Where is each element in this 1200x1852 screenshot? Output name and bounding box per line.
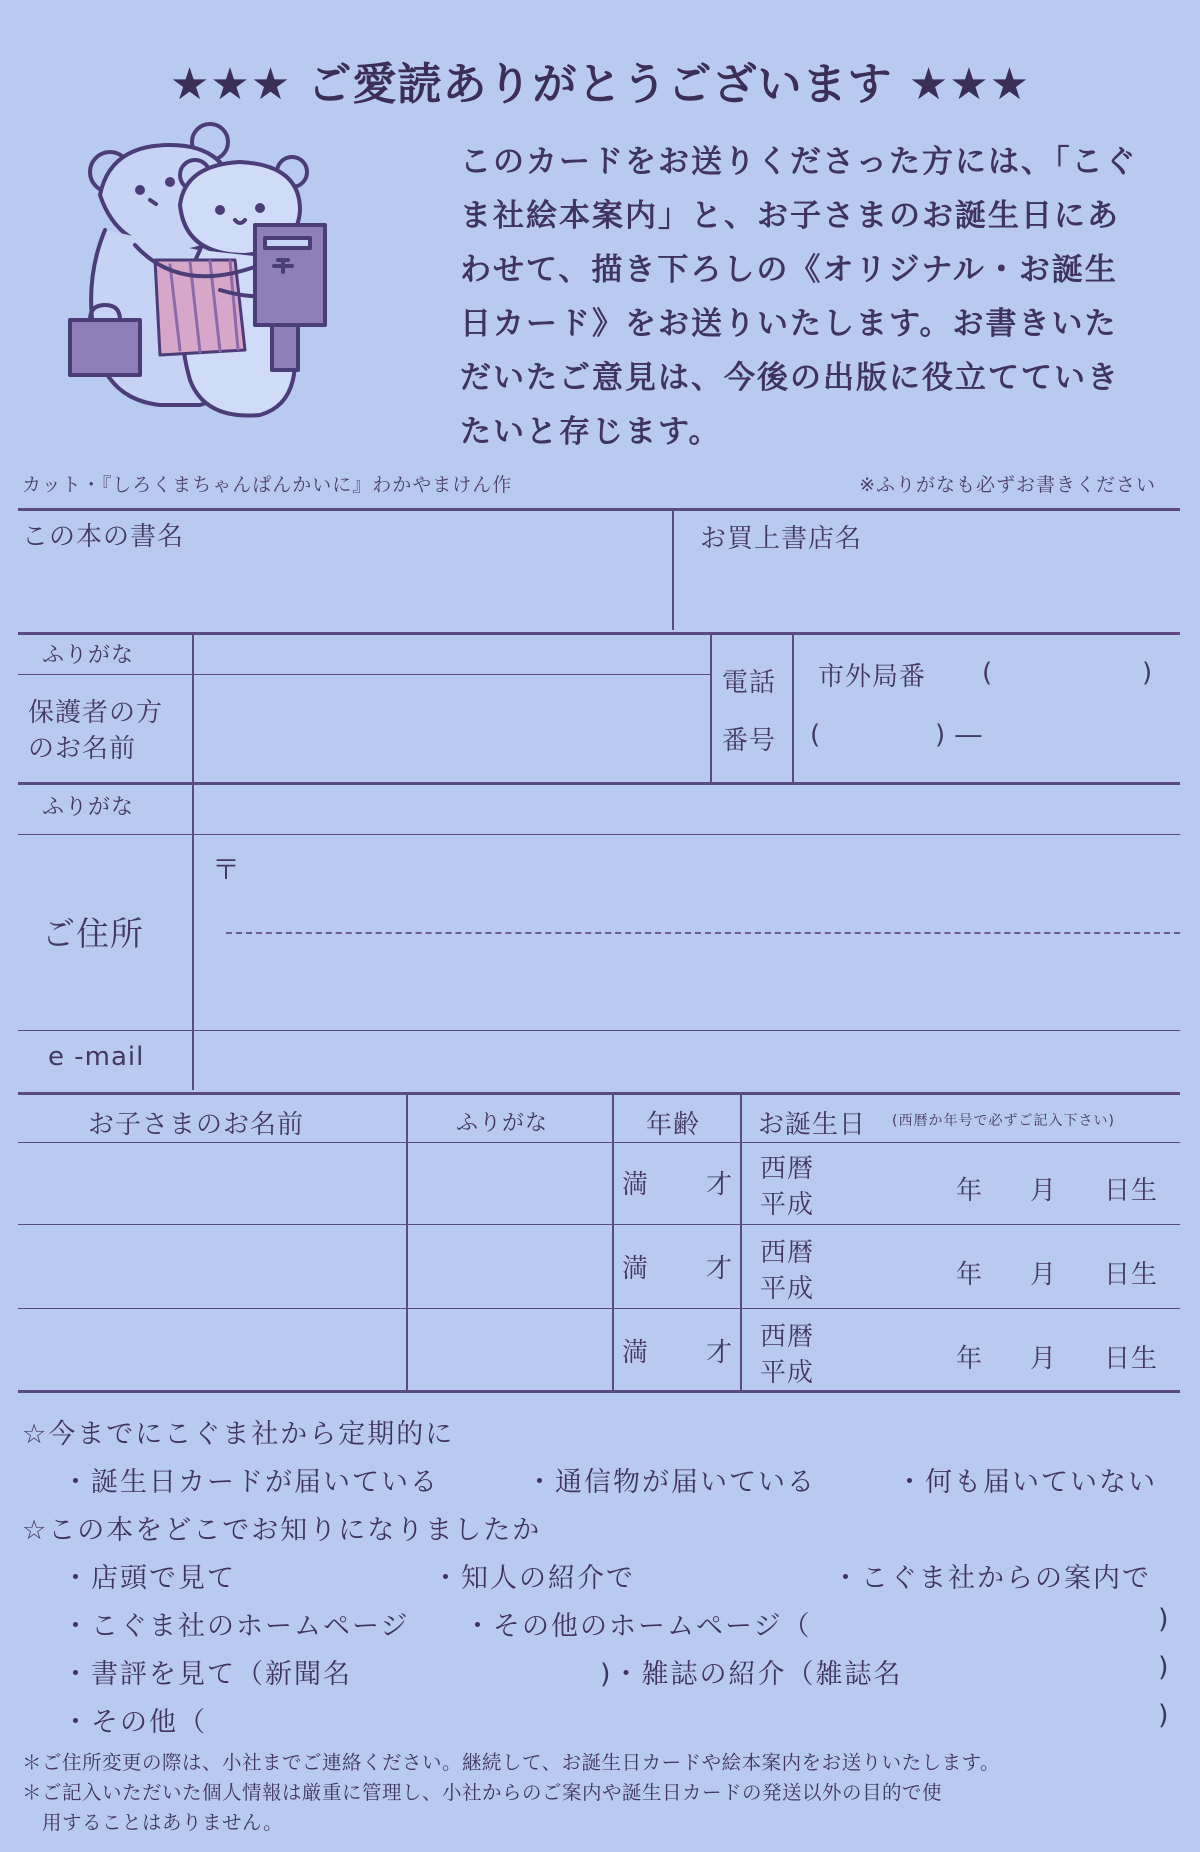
age-suffix: 才 <box>706 1338 734 1368</box>
intro-line-1: このカードをお送りくださった方には、「こぐ <box>460 144 1138 180</box>
divider <box>740 1094 742 1392</box>
rule-thin <box>18 1142 1180 1143</box>
divider <box>792 634 794 782</box>
area-code-field[interactable] <box>1000 652 1140 696</box>
divider <box>192 784 194 1090</box>
day-label: 日生 <box>1104 1176 1159 1206</box>
intro-line-2: ま社絵本案内」と、お子さまのお誕生日にあ <box>460 198 1120 234</box>
month-label: 月 <box>1030 1344 1058 1374</box>
age-prefix: 満 <box>622 1254 650 1284</box>
rule-thin <box>18 1308 1180 1309</box>
divider <box>406 1094 408 1392</box>
store-name-field[interactable] <box>676 550 1176 625</box>
phone-label-2: 番号 <box>722 726 777 756</box>
guardian-furigana-field[interactable] <box>196 636 706 672</box>
divider <box>192 634 194 782</box>
month-label: 月 <box>1030 1260 1058 1290</box>
q2-option-other-homepage[interactable]: ・その他のホームページ（ <box>464 1611 812 1642</box>
book-title-field[interactable] <box>20 550 670 625</box>
q2-option-homepage[interactable]: ・こぐま社のホームページ <box>62 1611 410 1642</box>
age-suffix: 才 <box>706 1254 734 1284</box>
child-furigana-field[interactable] <box>410 1146 610 1222</box>
footnote-privacy: ＊ご記入いただいた個人情報は厳重に管理し、小社からのご案内や誕生日カードの発送以外の目的で使 <box>22 1781 943 1804</box>
birthday-header: お誕生日 <box>758 1110 867 1140</box>
era-heisei: 平成 <box>760 1190 815 1220</box>
divider <box>612 1094 614 1392</box>
phone-dash: ) ― <box>935 720 983 750</box>
rule-thin <box>18 1224 1180 1225</box>
guardian-name-label-2: のお名前 <box>28 734 137 764</box>
intro-line-5: だいたご意見は、今後の出版に役立てていき <box>460 360 1120 396</box>
age-header: 年齢 <box>646 1110 701 1140</box>
q2-option-kogumasha-info[interactable]: ・こぐま社からの案内で <box>832 1563 1151 1594</box>
age-prefix: 満 <box>622 1170 650 1200</box>
phone-label: 電話 <box>722 668 777 698</box>
age-suffix: 才 <box>706 1170 734 1200</box>
q2-option-magazine[interactable]: )・雑誌の紹介（雑誌名 <box>600 1659 903 1690</box>
day-label: 日生 <box>1104 1260 1159 1290</box>
rule <box>18 508 1180 511</box>
survey-question-1: ☆今までにこぐま社から定期的に <box>22 1419 455 1450</box>
divider <box>672 510 674 630</box>
intro-text <box>460 135 1175 459</box>
q2-option-other[interactable]: ・その他（ <box>62 1707 207 1738</box>
address-furigana-field[interactable] <box>196 786 1176 832</box>
month-label: 月 <box>1030 1176 1058 1206</box>
child-furigana-field[interactable] <box>410 1228 610 1304</box>
q1-option-newsletter[interactable]: ・通信物が届いている <box>526 1467 816 1498</box>
q1-option-nothing[interactable]: ・何も届いていない <box>896 1467 1157 1498</box>
footnote-privacy-cont: 用することはありません。 <box>22 1811 284 1834</box>
era-seireki: 西暦 <box>760 1238 815 1268</box>
era-heisei: 平成 <box>760 1274 815 1304</box>
furigana-label: ふりがな <box>42 795 135 820</box>
q2-option-store[interactable]: ・店頭で見て <box>62 1563 236 1594</box>
child-furigana-header: ふりがな <box>456 1111 549 1136</box>
address-label: ご住所 <box>42 914 144 953</box>
intro-line-6: たいと存じます。 <box>460 414 722 450</box>
paren-close: ) <box>1158 1700 1171 1731</box>
year-label: 年 <box>956 1176 984 1206</box>
paren-close: ) <box>1142 658 1154 688</box>
year-label: 年 <box>956 1260 984 1290</box>
guardian-name-label: 保護者の方 <box>28 698 164 728</box>
paren-close: ) <box>1158 1604 1171 1635</box>
q2-option-review[interactable]: ・書評を見て（新聞名 <box>62 1659 352 1690</box>
address-field[interactable] <box>196 838 1176 1028</box>
paren-open: ( <box>982 658 994 688</box>
rule-thin <box>18 674 710 675</box>
paren-open: ( <box>810 720 822 750</box>
era-heisei: 平成 <box>760 1358 815 1388</box>
paren-close: ) <box>1158 1652 1171 1683</box>
illustration-credit: カット・『しろくまちゃんぱんかいに』わかやまけん作 <box>22 474 513 496</box>
year-label: 年 <box>956 1344 984 1374</box>
child-name-field[interactable] <box>20 1146 404 1222</box>
bear-illustration <box>60 120 390 450</box>
book-title-label: この本の書名 <box>22 522 185 552</box>
q2-option-acquaintance[interactable]: ・知人の紹介で <box>432 1563 635 1594</box>
rule <box>18 1092 1180 1095</box>
rule-thin <box>18 1030 1180 1031</box>
guardian-name-field[interactable] <box>196 678 706 778</box>
q1-option-birthday-card[interactable]: ・誕生日カードが届いている <box>62 1467 439 1498</box>
card-title: ★★★ ご愛読ありがとうございます ★★★ <box>169 59 1031 110</box>
email-field[interactable] <box>196 1034 1176 1088</box>
area-code-label: 市外局番 <box>818 662 927 692</box>
store-name-label: お買上書店名 <box>700 524 863 554</box>
furigana-label: ふりがな <box>42 643 135 668</box>
email-label: e -mail <box>48 1042 145 1072</box>
child-name-field[interactable] <box>20 1228 404 1304</box>
age-prefix: 満 <box>622 1338 650 1368</box>
phone-number-field[interactable] <box>830 712 930 756</box>
birthday-note: (西暦か年号で必ずご記入下さい) <box>892 1113 1115 1129</box>
furigana-note: ※ふりがなも必ずお書きください <box>859 474 1156 496</box>
era-seireki: 西暦 <box>760 1154 815 1184</box>
rule <box>18 1390 1180 1393</box>
era-seireki: 西暦 <box>760 1322 815 1352</box>
footnote-address-change: ＊ご住所変更の際は、小社までご連絡ください。継続して、お誕生日カードや絵本案内をお送りいたします。 <box>22 1751 1001 1774</box>
intro-line-4: 日カード》をお送りいたします。お書きいた <box>460 306 1118 342</box>
day-label: 日生 <box>1104 1344 1159 1374</box>
child-furigana-field[interactable] <box>410 1312 610 1388</box>
intro-line-3: わせて、描き下ろしの《オリジナル・お誕生 <box>460 252 1118 288</box>
child-name-field[interactable] <box>20 1312 404 1388</box>
postal-mark: 〒 <box>212 853 242 886</box>
divider <box>710 634 712 782</box>
child-name-header: お子さまのお名前 <box>88 1110 305 1140</box>
survey-question-2: ☆この本をどこでお知りになりましたか <box>22 1515 542 1546</box>
